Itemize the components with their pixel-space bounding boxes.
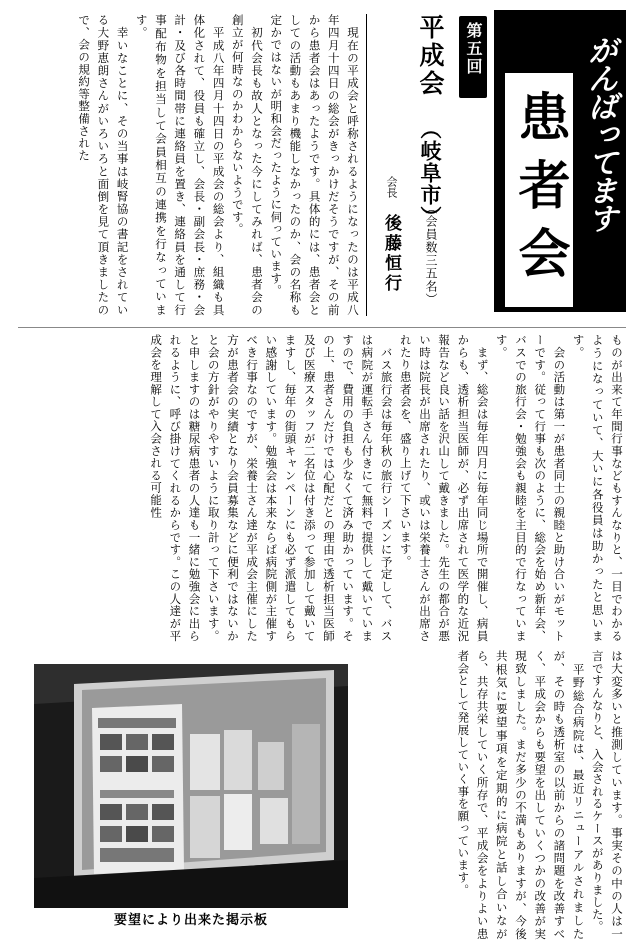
group-name: 平成会 — [416, 14, 445, 98]
big-title-box — [502, 70, 576, 310]
article-column-bottom: は大変多いと推測しています。事実その中の人は一言ですんなりと、入会されるケースがありました。 平野総合病院は、最近リニューアルされましたが、その時も透析室の以前からの諸問題を改善すべく、平成会からも要望を出していくつかの改善が実現致しました。まだ多少の不満もありますが、今後共根気に要望事項を定期的に病院と話し合いながら、共存共栄していく所存で、平成会をよりよい患者会として発展していく事を願っています。 — [456, 650, 624, 940]
series-title: がんばってます — [582, 34, 617, 231]
bulletin-board-photo — [34, 664, 348, 908]
photo-caption: 要望により出来た掲示板 — [113, 913, 268, 928]
photo-image — [34, 664, 348, 908]
member-count: （会員数三五名） — [424, 202, 438, 306]
president-name: 後藤恒行 — [381, 214, 401, 294]
article-column-middle: ものが出来て年間行事などもすんなりと、一目でわかるようになっていて、大いに各役員は助かったと思います。 会の活動は第一が患者同士の親睦と助け合いがモットーです。従って行事も次のように、総会を始め新年会、バスでの旅行会・勉強会も親睦を主目的で行なっています。 まず、総会は毎年四月に毎年同じ場所で開催し、病員からも、透析担当医師が、必ず出席されて医学的な近況報告など良い話を沢山して戴きました。先生の都合が悪い時は院長が出席されたり、或いは栄養士さんが出席されたり患者会を、盛り上げて下さいます。 バス旅行会は毎年秋の旅行シーズンに予定して、バスは病院が運転手さん付きにて無料で提供して戴いていますので、費用の負担も少なくて済み助かっています。その上、患者さんだけでは心配だとの理由で透析担当医師及び医療スタッフが二名位は付き添って参加して戴いてますし、毎年の街頭キャンペーンにも必ず派遣してもらい感謝しています。勉強会は本来ならば病院側が主催すべき行事なのですが、栄養士さん達が平成会主催にした方が患者会の実績となり会員募集などに便利ではないかと会の方針がやりやすいように取り計って下さいます。と申しますのは糖尿病患者の人達も一緒に勉強会に出られるように、呼び掛けてくれるからです。この人達が平成会を理解して入会される可能性 — [149, 334, 624, 642]
header-divider — [366, 14, 367, 316]
title-banner — [494, 10, 626, 312]
president-label: 会長 — [385, 176, 398, 198]
edition-badge — [459, 16, 487, 98]
group-city: （岐阜市） — [418, 118, 442, 228]
section-divider — [18, 327, 626, 328]
article-column-top: 現在の平成会と呼称されるようになったのは平成八年四月十四日の総会がきっかけだそうですが、その前から患者会はあったようです。具体的には、患者会としての活動もあまり機能しなかったのか、会の名称も定かではないが明和会だったように伺っています。 初代会長も故人となった今にしてみれば、患者会の創立が何時なのかわからないようです。 平成八年四月十四日の平成会の総会より、組織も具体化されて、役員も確立し、会長・副会長・庶務・会計・及び各時間帯に連絡員を置き、連絡員を通して行事配布物を担当して会員相互の連携を行なっています。 幸いなことに、その当事は岐腎協の書記をされている大野恵朗さんがいろいろと面倒を見て頂きましたので、会の規約等整備された — [77, 14, 360, 316]
big-title: 患者会 — [509, 90, 569, 294]
edition-label: 第五回 — [464, 22, 483, 76]
